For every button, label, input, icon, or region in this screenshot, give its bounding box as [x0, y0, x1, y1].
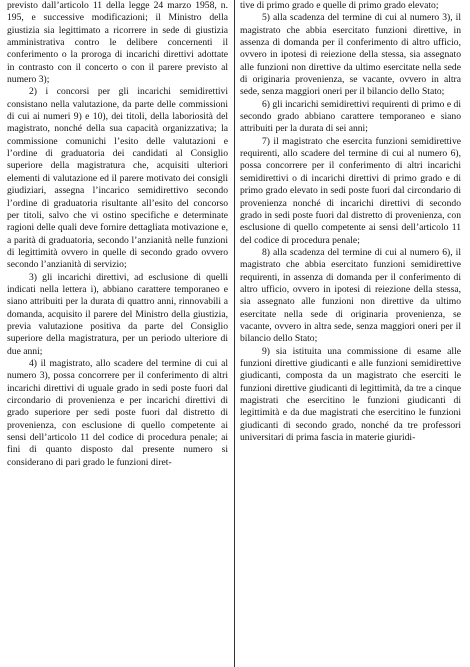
paragraph: 2) i concorsi per gli incarichi semidirettivi consistano nella valutazione, da parte delle commissioni di cui ai numeri 9) e 10), dei titoli, della laboriosità del magistrato, nonché della sua capacità organizzativa; la commissione comunichi l’esito delle valutazioni e l’ordine di graduatoria dei candidati al Consiglio superiore della magistratura che, acquisiti ulteriori elementi di valutazione ed il parere motivato dei consigli giudiziari, assegna l’incarico semidirettivo secondo l’ordine di graduatoria risultante all’esito del concorso per titoli, salvo che vi ostino specifiche e determinate ragioni delle quali deve fornire dettagliata motivazione e, a parità di graduatoria, secondo l’anzianità nelle funzioni di legittimità ovvero in quelle di secondo grado ovvero secondo l’anzianità di servizio; [7, 86, 228, 271]
paragraph: 4) il magistrato, allo scadere del termine di cui al numero 3), possa concorrere per il conferimento di altri incarichi direttivi di uguale grado in sedi poste fuori dal circondario di provenienza e per incarichi direttivi di grado superiore per sedi poste fuori dal distretto di provenienza, con esclusione di quello competente ai sensi dell’articolo 11 del codice di procedura penale; ai fini di quanto disposto dal presente numero si considerano di pari grado le funzioni diret- [7, 357, 228, 468]
paragraph: 8) alla scadenza del termine di cui al numero 6), il magistrato che abbia esercitato funzioni semidirettive requirenti, in assenza di domanda per il conferimento di altro ufficio, ovvero in ipotesi di reiezione della stessa, sia assegnato alle funzioni non direttive da ultimo esercitate nella sede di originaria provenienza, se vacante, ovvero in altra sede, senza maggiori oneri per il bilancio dello Stato; [240, 246, 461, 345]
paragraph: 3) gli incarichi direttivi, ad esclusione di quelli indicati nella lettera i), abbiano carattere temporaneo e siano attribuiti per la durata di quattro anni, rinnovabili a domanda, acquisito il parere del Ministro della giustizia, previa valutazione positiva da parte del Consiglio superiore della magistratura, per un periodo ulteriore di due anni; [7, 271, 228, 357]
right-column [234, 0, 461, 667]
paragraph: 6) gli incarichi semidirettivi requirenti di primo e di secondo grado abbiano carattere temporaneo e siano attribuiti per la durata di sei anni; [240, 98, 461, 135]
paragraph: 9) sia istituita una commissione di esame alle funzioni direttive giudicanti e alle funzioni semidirettive giudicanti, composta da un magistrato che eserciti le funzioni direttive giudicanti di legittimità, da tre a cinque magistrati che esercitino le funzioni giudicanti di legittimità e da due magistrati che esercitino le funzioni giudicanti di secondo grado, nonché da tre professori universitari di prima fascia in materie giuridi- [240, 345, 461, 444]
column-divider [234, 0, 235, 667]
paragraph: tive di primo grado e quelle di primo grado elevato; [240, 0, 439, 11]
paragraph: 5) alla scadenza del termine di cui al numero 3), il magistrato che abbia esercitato funzioni direttive, in assenza di domanda per il conferimento di altro ufficio, ovvero in ipotesi di reiezione della stessa, sia assegnato alle funzioni non direttive da ultimo esercitate nella sede di originaria provenienza, se vacante, ovvero in altra sede, senza maggiori oneri per il bilancio dello Stato; [240, 12, 461, 98]
paragraph: 7) il magistrato che esercita funzioni semidirettive requirenti, allo scadere del termine di cui al numero 6), possa concorrere per il conferimento di altri incarichi semidirettivi o di incarichi direttivi di primo grado e di primo grado elevato in sedi poste fuori dal circondario di provenienza nonché di incarichi direttivi di secondo grado in sedi poste fuori dal distretto di provenienza, con esclusione di quello competente ai sensi dell’articolo 11 del codice di procedura penale; [240, 135, 461, 246]
left-column [7, 0, 234, 667]
paragraph: previsto dall’articolo 11 della legge 24 marzo 1958, n. 195, e successive modificazioni; il Ministro della giustizia sia legittimato a ricorrere in sede di giustizia amministrativa contro le delibere concernenti il conferimento o la proroga di incarichi direttivi adottate in contrasto con il concerto o con il parere previsto al numero 3); [7, 0, 228, 86]
